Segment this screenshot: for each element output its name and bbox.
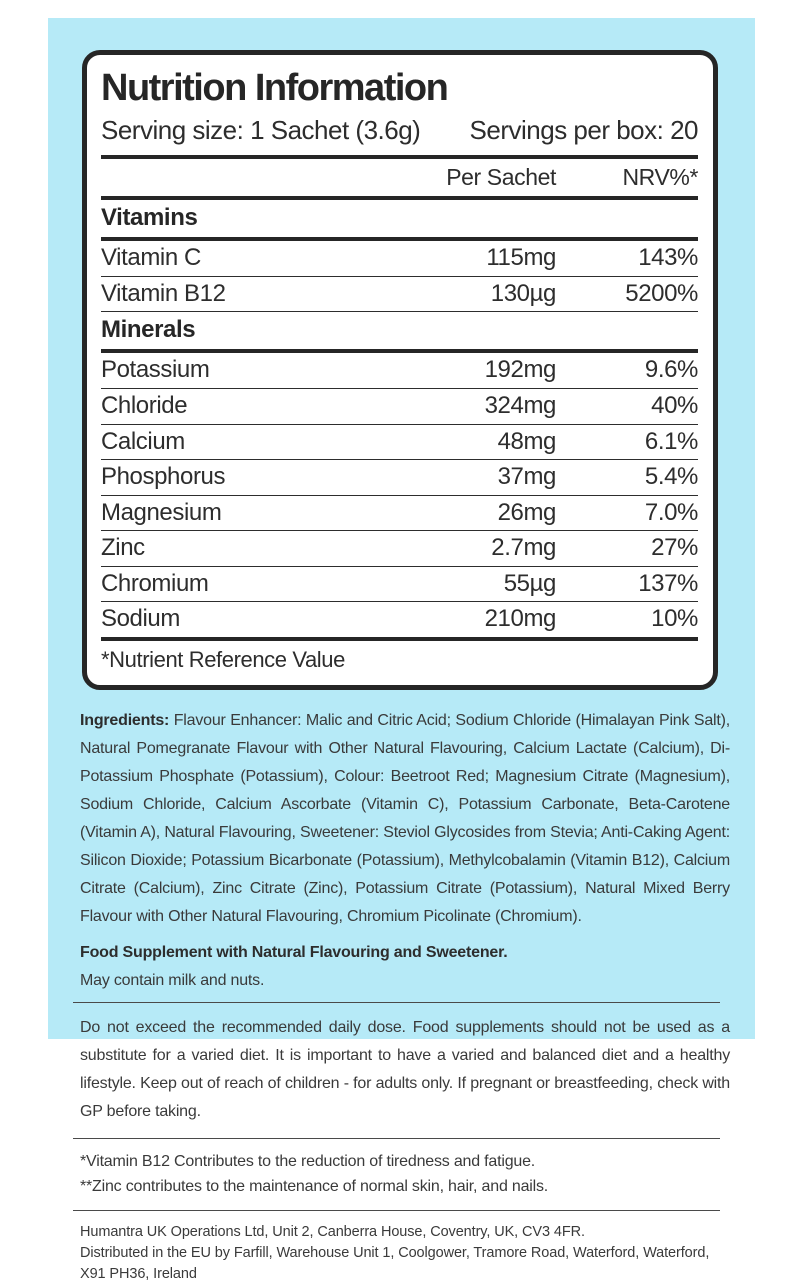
nutrient-name: Chloride [101,391,188,419]
health-claims [80,1146,730,1203]
nutrient-name: Sodium [101,605,180,633]
divider [73,1002,720,1003]
nutrient-row-calcium [101,425,698,460]
nutrient-name: Potassium [101,356,210,384]
nutrition-facts-box [82,50,718,690]
nutrient-nrv: 10% [651,605,698,633]
nutrient-name: Vitamin C [101,244,201,272]
nutrient-amount: 48mg [497,427,556,455]
nutrient-amount: 37mg [497,463,556,491]
nutrient-name: Vitamin B12 [101,279,226,307]
nutrient-row-chromium [101,567,698,602]
nutrient-nrv: 9.6% [644,356,698,384]
column-header-nrv: NRV%* [622,163,698,190]
nutrient-amount: 115mg [486,244,556,272]
column-header-row [101,159,698,196]
nrv-footnote: *Nutrient Reference Value [101,647,345,673]
label-text-column [48,690,755,1285]
nutrient-row-magnesium [101,496,698,531]
nutrient-nrv: 143% [638,244,698,272]
nutrient-amount: 55µg [503,569,556,597]
nutrient-row-sodium [101,602,698,637]
servings-per-box: Servings per box: 20 [469,114,698,145]
ingredients-label: Ingredients: [80,712,170,730]
nutrient-amount: 324mg [484,391,556,419]
nutrient-nrv: 5200% [625,279,698,307]
nutrient-row-vitamin-c [101,241,698,276]
nutrient-name: Phosphorus [101,463,226,491]
ingredients-text: Flavour Enhancer: Malic and Citric Acid; Sodium Chloride (Himalayan Pink Salt), Natural Pomegranate Flavour with Other Natural Flavouring, Calcium Lactate (Calcium), Di-Potassium Phosphate (Potassium), Colour: Beetroot Red; Magnesium Citrate (Magnesium), Sodium Chloride, Calcium Ascorbate (Vitamin C), Potassium Carbonate, Beta-Carotene (Vitamin A), Natural Flavouring, Sweetener: Steviol Glycosides from Stevia; Anti-Caking Agent: Silicon Dioxide; Potassium Bicarbonate (Potassium), Methylcobalamin (Vitamin B12), Calcium Citrate (Calcium), Zinc Citrate (Zinc), Potassium Citrate (Potassium), Natural Mixed Berry Flavour with Other Natural Flavouring, Chromium Picolinate (Chromium). [80,712,730,926]
company-addresses [80,1218,730,1285]
section-heading-vitamins: Vitamins [101,204,198,232]
label-background-panel [48,18,755,1283]
nutrient-amount: 192mg [484,356,556,384]
nutrient-row-chloride [101,389,698,424]
nutrient-amount: 210mg [484,605,556,633]
nutrient-nrv: 137% [638,569,698,597]
nutrient-nrv: 27% [651,534,698,562]
serving-size: Serving size: 1 Sachet (3.6g) [101,114,421,145]
nutrient-name: Chromium [101,569,209,597]
nutrient-nrv: 40% [651,391,698,419]
nutrient-row-phosphorus [101,460,698,495]
allergen-statement: May contain milk and nuts. [80,972,265,990]
nutrient-amount: 130µg [490,279,556,307]
claim-vitamin-b12: *Vitamin B12 Contributes to the reduction of tiredness and fatigue. [80,1153,536,1171]
nutrient-nrv: 7.0% [644,498,698,526]
ingredients-paragraph [80,707,730,931]
nutrient-amount: 2.7mg [491,534,556,562]
claim-zinc: **Zinc contributes to the maintenance of normal skin, hair, and nails. [80,1178,549,1196]
nutrient-row-vitamin-b12 [101,277,698,312]
nutrient-name: Calcium [101,427,185,455]
supplement-statement: Food Supplement with Natural Flavouring and Sweetener. [80,944,508,962]
divider [73,1138,720,1139]
manufacturer-address: Humantra UK Operations Ltd, Unit 2, Canberra House, Coventry, UK, CV3 4FR. [80,1224,585,1241]
nutrient-name: Magnesium [101,498,222,526]
nutrient-row-potassium [101,353,698,388]
divider [73,1210,720,1211]
distributor-address: Distributed in the EU by Farfill, Warehouse Unit 1, Coolgower, Tramore Road, Waterford, Waterford, X91 PH36, Ireland [80,1245,710,1283]
nutrient-row-zinc [101,531,698,566]
nutrient-name: Zinc [101,534,145,562]
section-heading-minerals: Minerals [101,316,196,344]
serving-row [101,115,698,146]
nutrition-title: Nutrition Information [101,67,448,109]
nutrient-amount: 26mg [497,498,556,526]
nutrient-nrv: 6.1% [644,427,698,455]
nutrient-nrv: 5.4% [644,463,698,491]
column-header-per-sachet: Per Sachet [446,163,556,190]
warning-paragraph: Do not exceed the recommended daily dose. Food supplements should not be used as a substitute for a varied diet. It is important to have a varied and balanced diet and a healthy lifestyle. Keep out of reach of children - for adults only. If pregnant or breastfeeding, check with GP before taking. [80,1019,730,1121]
